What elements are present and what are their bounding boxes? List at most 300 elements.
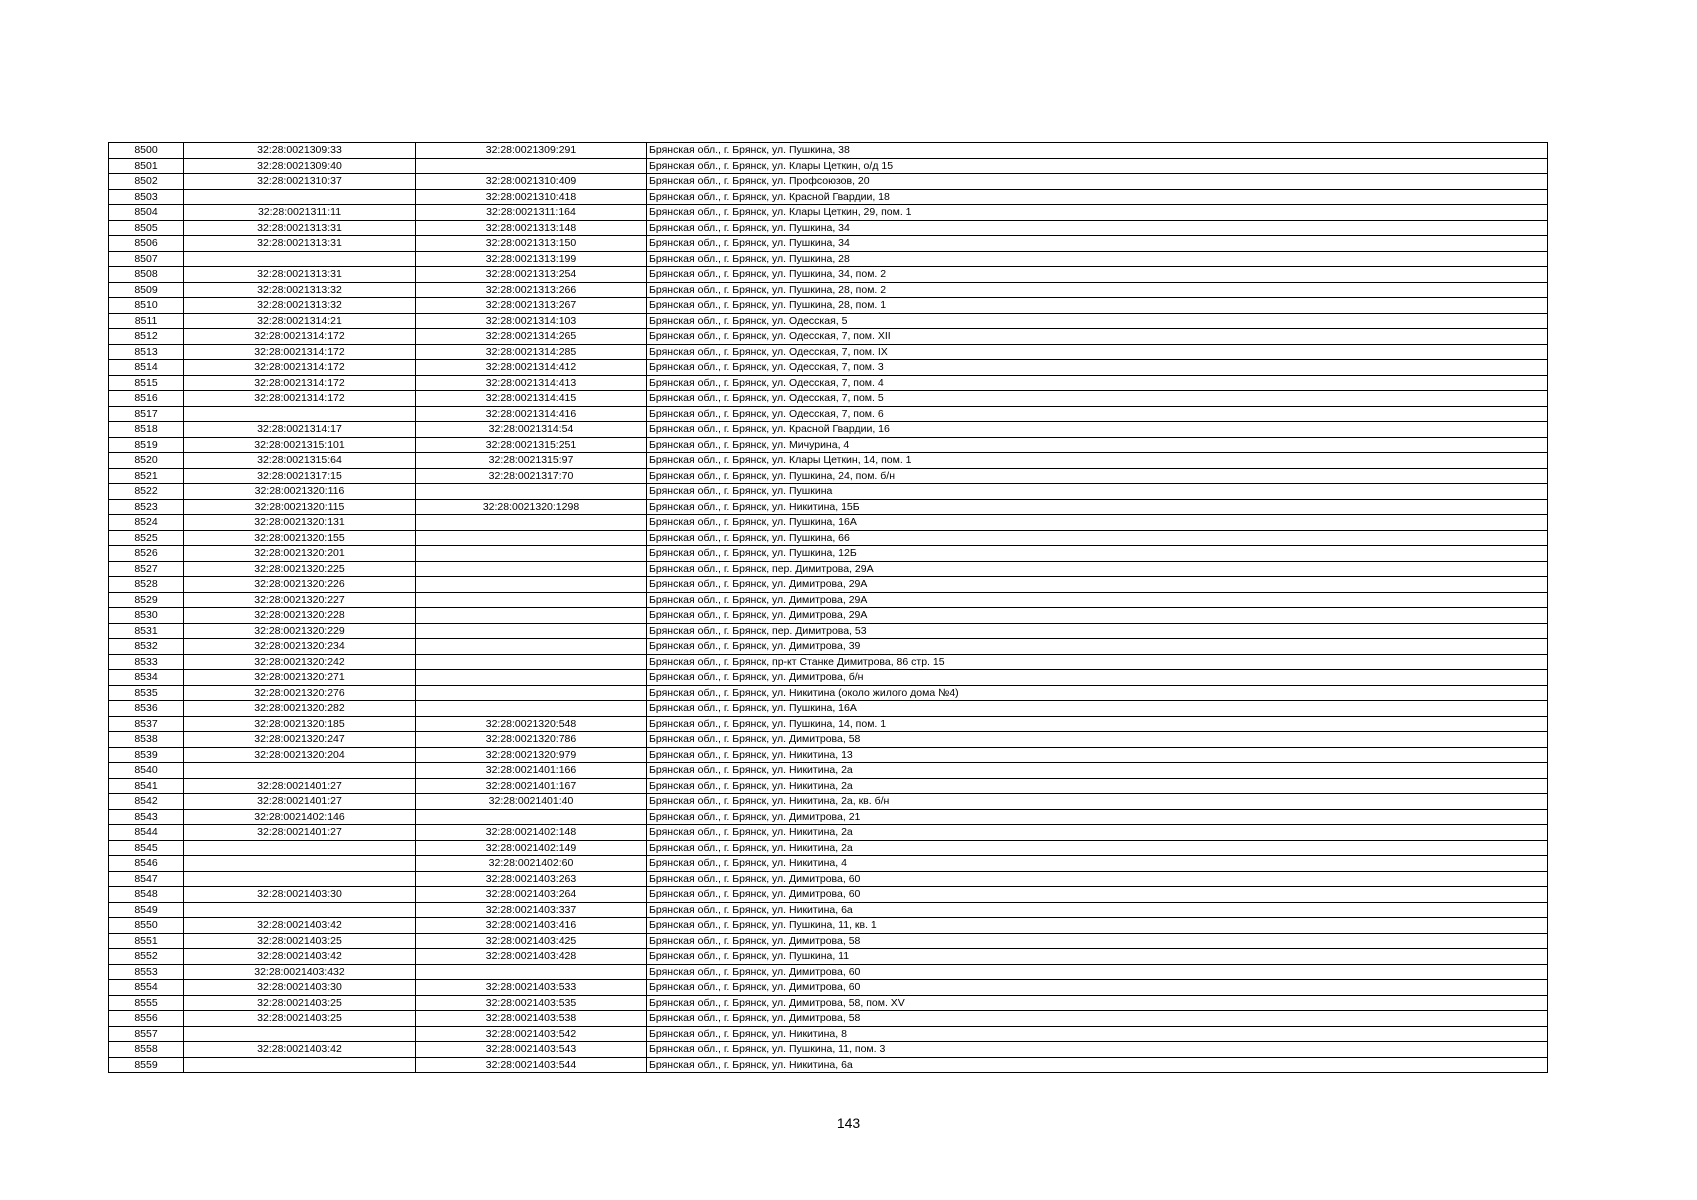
address-cell: Брянская обл., г. Брянск, ул. Одесская, 7, пом. 5 xyxy=(647,391,1548,407)
row-number-cell: 8522 xyxy=(109,484,184,500)
land-cadastral-number-cell: 32:28:0021403:30 xyxy=(184,887,416,903)
row-number-cell: 8555 xyxy=(109,995,184,1011)
row-number-cell: 8525 xyxy=(109,530,184,546)
table-row xyxy=(109,887,1548,903)
address-cell: Брянская обл., г. Брянск, пр-кт Станке Димитрова, 86 стр. 15 xyxy=(647,654,1548,670)
object-cadastral-number-cell xyxy=(416,608,647,624)
row-number-cell: 8546 xyxy=(109,856,184,872)
object-cadastral-number-cell: 32:28:0021320:548 xyxy=(416,716,647,732)
address-cell: Брянская обл., г. Брянск, ул. Пушкина, 28, пом. 1 xyxy=(647,298,1548,314)
table-row xyxy=(109,391,1548,407)
land-cadastral-number-cell: 32:28:0021320:247 xyxy=(184,732,416,748)
object-cadastral-number-cell: 32:28:0021403:542 xyxy=(416,1026,647,1042)
row-number-cell: 8513 xyxy=(109,344,184,360)
table-row xyxy=(109,515,1548,531)
address-cell: Брянская обл., г. Брянск, ул. Пушкина, 11, кв. 1 xyxy=(647,918,1548,934)
address-cell: Брянская обл., г. Брянск, ул. Димитрова, 39 xyxy=(647,639,1548,655)
address-cell: Брянская обл., г. Брянск, ул. Одесская, 7, пом. IX xyxy=(647,344,1548,360)
table-row xyxy=(109,329,1548,345)
table-row xyxy=(109,685,1548,701)
land-cadastral-number-cell xyxy=(184,189,416,205)
row-number-cell: 8523 xyxy=(109,499,184,515)
table-row xyxy=(109,623,1548,639)
land-cadastral-number-cell: 32:28:0021403:30 xyxy=(184,980,416,996)
row-number-cell: 8501 xyxy=(109,158,184,174)
table-row xyxy=(109,809,1548,825)
object-cadastral-number-cell: 32:28:0021313:266 xyxy=(416,282,647,298)
row-number-cell: 8521 xyxy=(109,468,184,484)
land-cadastral-number-cell: 32:28:0021313:31 xyxy=(184,267,416,283)
address-cell: Брянская обл., г. Брянск, ул. Димитрова, 21 xyxy=(647,809,1548,825)
object-cadastral-number-cell: 32:28:0021401:167 xyxy=(416,778,647,794)
address-cell: Брянская обл., г. Брянск, ул. Димитрова, 58 xyxy=(647,732,1548,748)
object-cadastral-number-cell: 32:28:0021401:40 xyxy=(416,794,647,810)
land-cadastral-number-cell: 32:28:0021309:33 xyxy=(184,143,416,159)
address-cell: Брянская обл., г. Брянск, ул. Пушкина, 16А xyxy=(647,515,1548,531)
object-cadastral-number-cell: 32:28:0021310:409 xyxy=(416,174,647,190)
table-row xyxy=(109,143,1548,159)
object-cadastral-number-cell xyxy=(416,484,647,500)
row-number-cell: 8526 xyxy=(109,546,184,562)
table-row xyxy=(109,778,1548,794)
table-row xyxy=(109,360,1548,376)
table-row xyxy=(109,174,1548,190)
row-number-cell: 8548 xyxy=(109,887,184,903)
address-cell: Брянская обл., г. Брянск, ул. Красной Гвардии, 16 xyxy=(647,422,1548,438)
land-cadastral-number-cell: 32:28:0021402:146 xyxy=(184,809,416,825)
row-number-cell: 8506 xyxy=(109,236,184,252)
object-cadastral-number-cell xyxy=(416,670,647,686)
row-number-cell: 8556 xyxy=(109,1011,184,1027)
row-number-cell: 8545 xyxy=(109,840,184,856)
address-cell: Брянская обл., г. Брянск, ул. Димитрова, 29А xyxy=(647,608,1548,624)
row-number-cell: 8504 xyxy=(109,205,184,221)
object-cadastral-number-cell: 32:28:0021403:535 xyxy=(416,995,647,1011)
object-cadastral-number-cell: 32:28:0021403:543 xyxy=(416,1042,647,1058)
address-cell: Брянская обл., г. Брянск, ул. Никитина, 6а xyxy=(647,1057,1548,1073)
land-cadastral-number-cell xyxy=(184,871,416,887)
table-row xyxy=(109,282,1548,298)
land-cadastral-number-cell: 32:28:0021314:172 xyxy=(184,344,416,360)
table-row xyxy=(109,298,1548,314)
land-cadastral-number-cell: 32:28:0021313:32 xyxy=(184,298,416,314)
registry-table xyxy=(108,142,1548,1073)
land-cadastral-number-cell xyxy=(184,1026,416,1042)
row-number-cell: 8551 xyxy=(109,933,184,949)
object-cadastral-number-cell: 32:28:0021310:418 xyxy=(416,189,647,205)
row-number-cell: 8544 xyxy=(109,825,184,841)
table-row xyxy=(109,158,1548,174)
address-cell: Брянская обл., г. Брянск, ул. Никитина, 4 xyxy=(647,856,1548,872)
address-cell: Брянская обл., г. Брянск, ул. Клары Цеткин, 14, пом. 1 xyxy=(647,453,1548,469)
land-cadastral-number-cell xyxy=(184,251,416,267)
table-row xyxy=(109,220,1548,236)
address-cell: Брянская обл., г. Брянск, ул. Пушкина, 11 xyxy=(647,949,1548,965)
table-row xyxy=(109,654,1548,670)
address-cell: Брянская обл., г. Брянск, ул. Клары Цеткин, 29, пом. 1 xyxy=(647,205,1548,221)
land-cadastral-number-cell: 32:28:0021320:155 xyxy=(184,530,416,546)
object-cadastral-number-cell: 32:28:0021313:150 xyxy=(416,236,647,252)
land-cadastral-number-cell: 32:28:0021314:172 xyxy=(184,391,416,407)
object-cadastral-number-cell xyxy=(416,685,647,701)
table-row xyxy=(109,980,1548,996)
object-cadastral-number-cell xyxy=(416,577,647,593)
row-number-cell: 8541 xyxy=(109,778,184,794)
object-cadastral-number-cell xyxy=(416,639,647,655)
table-row xyxy=(109,995,1548,1011)
address-cell: Брянская обл., г. Брянск, ул. Никитина (около жилого дома №4) xyxy=(647,685,1548,701)
object-cadastral-number-cell: 32:28:0021313:199 xyxy=(416,251,647,267)
address-cell: Брянская обл., г. Брянск, ул. Пушкина, 11, пом. 3 xyxy=(647,1042,1548,1058)
address-cell: Брянская обл., г. Брянск, ул. Профсоюзов, 20 xyxy=(647,174,1548,190)
table-row xyxy=(109,1042,1548,1058)
land-cadastral-number-cell: 32:28:0021320:276 xyxy=(184,685,416,701)
row-number-cell: 8502 xyxy=(109,174,184,190)
object-cadastral-number-cell: 32:28:0021403:263 xyxy=(416,871,647,887)
object-cadastral-number-cell: 32:28:0021314:415 xyxy=(416,391,647,407)
table-row xyxy=(109,561,1548,577)
row-number-cell: 8503 xyxy=(109,189,184,205)
table-row xyxy=(109,313,1548,329)
land-cadastral-number-cell: 32:28:0021320:282 xyxy=(184,701,416,717)
object-cadastral-number-cell xyxy=(416,546,647,562)
land-cadastral-number-cell: 32:28:0021309:40 xyxy=(184,158,416,174)
table-row xyxy=(109,453,1548,469)
land-cadastral-number-cell: 32:28:0021314:172 xyxy=(184,375,416,391)
address-cell: Брянская обл., г. Брянск, ул. Никитина, 2а xyxy=(647,825,1548,841)
row-number-cell: 8547 xyxy=(109,871,184,887)
object-cadastral-number-cell: 32:28:0021320:786 xyxy=(416,732,647,748)
address-cell: Брянская обл., г. Брянск, пер. Димитрова, 29А xyxy=(647,561,1548,577)
row-number-cell: 8539 xyxy=(109,747,184,763)
row-number-cell: 8535 xyxy=(109,685,184,701)
address-cell: Брянская обл., г. Брянск, ул. Димитрова, 58 xyxy=(647,933,1548,949)
table-row xyxy=(109,918,1548,934)
land-cadastral-number-cell: 32:28:0021314:172 xyxy=(184,360,416,376)
table-row xyxy=(109,422,1548,438)
row-number-cell: 8543 xyxy=(109,809,184,825)
land-cadastral-number-cell: 32:28:0021403:42 xyxy=(184,1042,416,1058)
row-number-cell: 8537 xyxy=(109,716,184,732)
address-cell: Брянская обл., г. Брянск, ул. Одесская, 5 xyxy=(647,313,1548,329)
address-cell: Брянская обл., г. Брянск, ул. Одесская, 7, пом. 4 xyxy=(647,375,1548,391)
table-row xyxy=(109,716,1548,732)
table-row xyxy=(109,406,1548,422)
table-row xyxy=(109,608,1548,624)
row-number-cell: 8527 xyxy=(109,561,184,577)
land-cadastral-number-cell: 32:28:0021320:226 xyxy=(184,577,416,593)
row-number-cell: 8557 xyxy=(109,1026,184,1042)
row-number-cell: 8559 xyxy=(109,1057,184,1073)
land-cadastral-number-cell: 32:28:0021401:27 xyxy=(184,794,416,810)
table-row xyxy=(109,763,1548,779)
land-cadastral-number-cell xyxy=(184,840,416,856)
row-number-cell: 8508 xyxy=(109,267,184,283)
table-row xyxy=(109,732,1548,748)
object-cadastral-number-cell: 32:28:0021313:254 xyxy=(416,267,647,283)
land-cadastral-number-cell: 32:28:0021320:242 xyxy=(184,654,416,670)
row-number-cell: 8507 xyxy=(109,251,184,267)
land-cadastral-number-cell: 32:28:0021320:185 xyxy=(184,716,416,732)
table-row xyxy=(109,236,1548,252)
row-number-cell: 8542 xyxy=(109,794,184,810)
table-row xyxy=(109,902,1548,918)
object-cadastral-number-cell: 32:28:0021317:70 xyxy=(416,468,647,484)
table-row xyxy=(109,189,1548,205)
address-cell: Брянская обл., г. Брянск, ул. Пушкина, 34 xyxy=(647,236,1548,252)
object-cadastral-number-cell: 32:28:0021314:54 xyxy=(416,422,647,438)
address-cell: Брянская обл., г. Брянск, ул. Никитина, 13 xyxy=(647,747,1548,763)
row-number-cell: 8528 xyxy=(109,577,184,593)
address-cell: Брянская обл., г. Брянск, ул. Пушкина, 66 xyxy=(647,530,1548,546)
row-number-cell: 8549 xyxy=(109,902,184,918)
table-row xyxy=(109,267,1548,283)
table-row xyxy=(109,546,1548,562)
object-cadastral-number-cell: 32:28:0021320:1298 xyxy=(416,499,647,515)
land-cadastral-number-cell xyxy=(184,1057,416,1073)
row-number-cell: 8500 xyxy=(109,143,184,159)
table-row xyxy=(109,794,1548,810)
address-cell: Брянская обл., г. Брянск, ул. Одесская, 7, пом. 3 xyxy=(647,360,1548,376)
land-cadastral-number-cell: 32:28:0021320:204 xyxy=(184,747,416,763)
land-cadastral-number-cell: 32:28:0021314:21 xyxy=(184,313,416,329)
row-number-cell: 8538 xyxy=(109,732,184,748)
address-cell: Брянская обл., г. Брянск, ул. Пушкина, 24, пом. б/н xyxy=(647,468,1548,484)
table-row xyxy=(109,933,1548,949)
object-cadastral-number-cell xyxy=(416,530,647,546)
object-cadastral-number-cell: 32:28:0021403:538 xyxy=(416,1011,647,1027)
row-number-cell: 8558 xyxy=(109,1042,184,1058)
object-cadastral-number-cell: 32:28:0021309:291 xyxy=(416,143,647,159)
table-row xyxy=(109,375,1548,391)
land-cadastral-number-cell: 32:28:0021320:115 xyxy=(184,499,416,515)
object-cadastral-number-cell xyxy=(416,623,647,639)
table-row xyxy=(109,1057,1548,1073)
address-cell: Брянская обл., г. Брянск, ул. Никитина, 2а xyxy=(647,763,1548,779)
table-row xyxy=(109,530,1548,546)
land-cadastral-number-cell: 32:28:0021311:11 xyxy=(184,205,416,221)
address-cell: Брянская обл., г. Брянск, ул. Никитина, 8 xyxy=(647,1026,1548,1042)
land-cadastral-number-cell: 32:28:0021320:229 xyxy=(184,623,416,639)
land-cadastral-number-cell: 32:28:0021315:64 xyxy=(184,453,416,469)
object-cadastral-number-cell: 32:28:0021320:979 xyxy=(416,747,647,763)
land-cadastral-number-cell: 32:28:0021401:27 xyxy=(184,778,416,794)
land-cadastral-number-cell: 32:28:0021314:17 xyxy=(184,422,416,438)
address-cell: Брянская обл., г. Брянск, ул. Димитрова, 60 xyxy=(647,980,1548,996)
row-number-cell: 8550 xyxy=(109,918,184,934)
land-cadastral-number-cell: 32:28:0021315:101 xyxy=(184,437,416,453)
row-number-cell: 8552 xyxy=(109,949,184,965)
object-cadastral-number-cell: 32:28:0021314:412 xyxy=(416,360,647,376)
address-cell: Брянская обл., г. Брянск, ул. Пушкина, 34, пом. 2 xyxy=(647,267,1548,283)
row-number-cell: 8534 xyxy=(109,670,184,686)
address-cell: Брянская обл., г. Брянск, ул. Димитрова, 60 xyxy=(647,887,1548,903)
object-cadastral-number-cell xyxy=(416,515,647,531)
land-cadastral-number-cell: 32:28:0021403:25 xyxy=(184,1011,416,1027)
address-cell: Брянская обл., г. Брянск, ул. Димитрова, 58, пом. XV xyxy=(647,995,1548,1011)
object-cadastral-number-cell: 32:28:0021315:251 xyxy=(416,437,647,453)
row-number-cell: 8533 xyxy=(109,654,184,670)
object-cadastral-number-cell xyxy=(416,158,647,174)
object-cadastral-number-cell: 32:28:0021314:285 xyxy=(416,344,647,360)
row-number-cell: 8517 xyxy=(109,406,184,422)
row-number-cell: 8520 xyxy=(109,453,184,469)
table-row xyxy=(109,437,1548,453)
object-cadastral-number-cell: 32:28:0021402:149 xyxy=(416,840,647,856)
land-cadastral-number-cell: 32:28:0021403:25 xyxy=(184,995,416,1011)
object-cadastral-number-cell: 32:28:0021401:166 xyxy=(416,763,647,779)
land-cadastral-number-cell xyxy=(184,406,416,422)
land-cadastral-number-cell: 32:28:0021313:32 xyxy=(184,282,416,298)
table-row xyxy=(109,871,1548,887)
table-row xyxy=(109,701,1548,717)
table-row xyxy=(109,1011,1548,1027)
land-cadastral-number-cell: 32:28:0021310:37 xyxy=(184,174,416,190)
table-row xyxy=(109,1026,1548,1042)
land-cadastral-number-cell: 32:28:0021313:31 xyxy=(184,236,416,252)
address-cell: Брянская обл., г. Брянск, ул. Никитина, 2а xyxy=(647,840,1548,856)
object-cadastral-number-cell: 32:28:0021315:97 xyxy=(416,453,647,469)
row-number-cell: 8540 xyxy=(109,763,184,779)
address-cell: Брянская обл., г. Брянск, ул. Димитрова, 60 xyxy=(647,964,1548,980)
land-cadastral-number-cell xyxy=(184,763,416,779)
table-row xyxy=(109,670,1548,686)
table-row xyxy=(109,825,1548,841)
land-cadastral-number-cell: 32:28:0021314:172 xyxy=(184,329,416,345)
object-cadastral-number-cell xyxy=(416,964,647,980)
object-cadastral-number-cell: 32:28:0021403:425 xyxy=(416,933,647,949)
land-cadastral-number-cell: 32:28:0021320:131 xyxy=(184,515,416,531)
page-number: 143 xyxy=(836,1115,861,1131)
row-number-cell: 8554 xyxy=(109,980,184,996)
row-number-cell: 8510 xyxy=(109,298,184,314)
address-cell: Брянская обл., г. Брянск, ул. Пушкина xyxy=(647,484,1548,500)
object-cadastral-number-cell: 32:28:0021314:416 xyxy=(416,406,647,422)
address-cell: Брянская обл., г. Брянск, ул. Димитрова, 58 xyxy=(647,1011,1548,1027)
address-cell: Брянская обл., г. Брянск, ул. Димитрова, б/н xyxy=(647,670,1548,686)
table-row xyxy=(109,592,1548,608)
table-row xyxy=(109,840,1548,856)
row-number-cell: 8516 xyxy=(109,391,184,407)
address-cell: Брянская обл., г. Брянск, ул. Никитина, 6а xyxy=(647,902,1548,918)
row-number-cell: 8505 xyxy=(109,220,184,236)
land-cadastral-number-cell: 32:28:0021320:201 xyxy=(184,546,416,562)
address-cell: Брянская обл., г. Брянск, ул. Никитина, 2а, кв. б/н xyxy=(647,794,1548,810)
row-number-cell: 8514 xyxy=(109,360,184,376)
table-row xyxy=(109,639,1548,655)
table-row xyxy=(109,484,1548,500)
object-cadastral-number-cell xyxy=(416,592,647,608)
object-cadastral-number-cell xyxy=(416,561,647,577)
address-cell: Брянская обл., г. Брянск, пер. Димитрова, 53 xyxy=(647,623,1548,639)
registry-table-body xyxy=(109,143,1548,1073)
land-cadastral-number-cell: 32:28:0021403:42 xyxy=(184,918,416,934)
address-cell: Брянская обл., г. Брянск, ул. Пушкина, 12Б xyxy=(647,546,1548,562)
object-cadastral-number-cell: 32:28:0021402:148 xyxy=(416,825,647,841)
table-row xyxy=(109,747,1548,763)
table-row xyxy=(109,964,1548,980)
land-cadastral-number-cell: 32:28:0021403:432 xyxy=(184,964,416,980)
land-cadastral-number-cell: 32:28:0021320:227 xyxy=(184,592,416,608)
object-cadastral-number-cell: 32:28:0021403:416 xyxy=(416,918,647,934)
object-cadastral-number-cell: 32:28:0021314:103 xyxy=(416,313,647,329)
object-cadastral-number-cell: 32:28:0021313:148 xyxy=(416,220,647,236)
land-cadastral-number-cell: 32:28:0021320:225 xyxy=(184,561,416,577)
address-cell: Брянская обл., г. Брянск, ул. Одесская, 7, пом. 6 xyxy=(647,406,1548,422)
address-cell: Брянская обл., г. Брянск, ул. Пушкина, 38 xyxy=(647,143,1548,159)
land-cadastral-number-cell: 32:28:0021317:15 xyxy=(184,468,416,484)
row-number-cell: 8512 xyxy=(109,329,184,345)
address-cell: Брянская обл., г. Брянск, ул. Пушкина, 28, пом. 2 xyxy=(647,282,1548,298)
object-cadastral-number-cell xyxy=(416,701,647,717)
address-cell: Брянская обл., г. Брянск, ул. Одесская, 7, пом. XII xyxy=(647,329,1548,345)
row-number-cell: 8532 xyxy=(109,639,184,655)
object-cadastral-number-cell: 32:28:0021403:533 xyxy=(416,980,647,996)
table-row xyxy=(109,251,1548,267)
table-row xyxy=(109,577,1548,593)
table-row xyxy=(109,205,1548,221)
row-number-cell: 8524 xyxy=(109,515,184,531)
address-cell: Брянская обл., г. Брянск, ул. Никитина, 15Б xyxy=(647,499,1548,515)
object-cadastral-number-cell: 32:28:0021402:60 xyxy=(416,856,647,872)
land-cadastral-number-cell: 32:28:0021401:27 xyxy=(184,825,416,841)
address-cell: Брянская обл., г. Брянск, ул. Димитрова, 60 xyxy=(647,871,1548,887)
address-cell: Брянская обл., г. Брянск, ул. Пушкина, 16А xyxy=(647,701,1548,717)
table-row xyxy=(109,499,1548,515)
address-cell: Брянская обл., г. Брянск, ул. Красной Гвардии, 18 xyxy=(647,189,1548,205)
row-number-cell: 8529 xyxy=(109,592,184,608)
row-number-cell: 8536 xyxy=(109,701,184,717)
object-cadastral-number-cell xyxy=(416,809,647,825)
object-cadastral-number-cell: 32:28:0021313:267 xyxy=(416,298,647,314)
object-cadastral-number-cell: 32:28:0021314:265 xyxy=(416,329,647,345)
object-cadastral-number-cell xyxy=(416,654,647,670)
address-cell: Брянская обл., г. Брянск, ул. Пушкина, 28 xyxy=(647,251,1548,267)
land-cadastral-number-cell: 32:28:0021320:116 xyxy=(184,484,416,500)
address-cell: Брянская обл., г. Брянск, ул. Пушкина, 34 xyxy=(647,220,1548,236)
land-cadastral-number-cell: 32:28:0021403:42 xyxy=(184,949,416,965)
object-cadastral-number-cell: 32:28:0021403:428 xyxy=(416,949,647,965)
land-cadastral-number-cell: 32:28:0021320:234 xyxy=(184,639,416,655)
land-cadastral-number-cell: 32:28:0021320:228 xyxy=(184,608,416,624)
table-row xyxy=(109,344,1548,360)
object-cadastral-number-cell: 32:28:0021314:413 xyxy=(416,375,647,391)
object-cadastral-number-cell: 32:28:0021403:544 xyxy=(416,1057,647,1073)
land-cadastral-number-cell: 32:28:0021403:25 xyxy=(184,933,416,949)
row-number-cell: 8518 xyxy=(109,422,184,438)
address-cell: Брянская обл., г. Брянск, ул. Димитрова, 29А xyxy=(647,592,1548,608)
row-number-cell: 8553 xyxy=(109,964,184,980)
address-cell: Брянская обл., г. Брянск, ул. Клары Цеткин, о/д 15 xyxy=(647,158,1548,174)
row-number-cell: 8511 xyxy=(109,313,184,329)
object-cadastral-number-cell: 32:28:0021403:337 xyxy=(416,902,647,918)
address-cell: Брянская обл., г. Брянск, ул. Пушкина, 14, пом. 1 xyxy=(647,716,1548,732)
land-cadastral-number-cell: 32:28:0021320:271 xyxy=(184,670,416,686)
row-number-cell: 8530 xyxy=(109,608,184,624)
row-number-cell: 8531 xyxy=(109,623,184,639)
table-row xyxy=(109,468,1548,484)
land-cadastral-number-cell xyxy=(184,902,416,918)
table-row xyxy=(109,949,1548,965)
address-cell: Брянская обл., г. Брянск, ул. Мичурина, 4 xyxy=(647,437,1548,453)
row-number-cell: 8509 xyxy=(109,282,184,298)
object-cadastral-number-cell: 32:28:0021311:164 xyxy=(416,205,647,221)
land-cadastral-number-cell: 32:28:0021313:31 xyxy=(184,220,416,236)
address-cell: Брянская обл., г. Брянск, ул. Димитрова, 29А xyxy=(647,577,1548,593)
row-number-cell: 8519 xyxy=(109,437,184,453)
row-number-cell: 8515 xyxy=(109,375,184,391)
object-cadastral-number-cell: 32:28:0021403:264 xyxy=(416,887,647,903)
